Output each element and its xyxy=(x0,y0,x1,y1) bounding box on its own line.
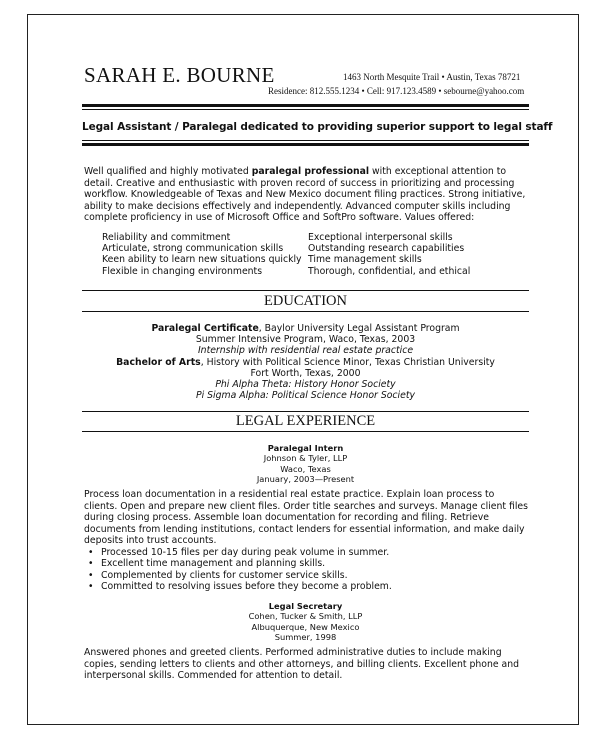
education-heading: EDUCATION xyxy=(82,293,529,310)
certificate-internship: Internship with residential real estate practice xyxy=(197,345,414,357)
achievement-item: • Processed 10-15 files per day during peak volume in summer. xyxy=(88,547,528,558)
experience-rule-top xyxy=(82,411,529,412)
job-firm: Johnson & Tyler, LLP xyxy=(263,453,348,464)
address-line: 1463 North Mesquite Trail • Austin, Texas 78721 xyxy=(343,72,521,82)
job-achievements xyxy=(88,547,528,593)
summary-paragraph xyxy=(84,166,529,224)
degree-school: , History with Political Science Minor, Texas Christian University xyxy=(200,356,495,368)
summary-highlight: paralegal professional xyxy=(251,166,370,177)
skill-item: Flexible in changing environments xyxy=(102,265,263,277)
tagline-rule-thick xyxy=(82,143,529,146)
degree-location: Fort Worth, Texas, 2000 xyxy=(250,367,361,379)
job-firm: Cohen, Tucker & Smith, LLP xyxy=(248,611,363,622)
education-block xyxy=(82,323,529,401)
education-rule-top xyxy=(82,290,529,291)
certificate-title: Paralegal Certificate xyxy=(151,323,259,334)
tagline: Legal Assistant / Paralegal dedicated to providing superior support to legal staff xyxy=(82,121,553,133)
job-title: Paralegal Intern xyxy=(267,443,344,453)
job-title: Legal Secretary xyxy=(268,601,343,611)
skill-item: Outstanding research capabilities xyxy=(308,243,465,255)
summary-lead: Well qualified and highly motivated xyxy=(84,166,252,177)
contact-line: Residence: 812.555.1234 • Cell: 917.123.4589 • sebourne@yahoo.com xyxy=(268,86,525,96)
job-description: Process loan documentation in a residential real estate practice. Explain loan process to clients. Open and prepare new client files. Order title searches and surveys. Manage client files during closing process. Assemble loan documentation for recording and filing. Retrieve documents from lending institutions, contact lenders for essential information, and make daily deposits into trust accounts. xyxy=(84,489,528,547)
job-header xyxy=(82,443,529,484)
job-location: Albuquerque, New Mexico xyxy=(251,621,360,632)
candidate-name: SARAH E. BOURNE xyxy=(84,63,275,87)
achievement-item: • Complemented by clients for customer service skills. xyxy=(88,570,528,581)
experience-rule-bottom xyxy=(82,431,529,432)
skill-item: Keen ability to learn new situations quickly xyxy=(102,254,302,266)
honor-society: Phi Alpha Theta: History Honor Society xyxy=(215,379,396,391)
education-rule-bottom xyxy=(82,311,529,312)
honor-society: Pi Sigma Alpha: Political Science Honor Society xyxy=(196,390,415,402)
job-location: Waco, Texas xyxy=(280,463,331,474)
tagline-rule-thin xyxy=(82,140,529,141)
job-description: Answered phones and greeted clients. Performed administrative duties to include making copies, sending letters to clients and other attorneys, and billing clients. Excellent phone and interpersonal skills. Commended for attention to detail. xyxy=(84,647,520,682)
certificate-line xyxy=(82,323,529,334)
skill-item: Time management skills xyxy=(308,254,422,266)
header-rule-thick xyxy=(82,104,529,107)
skills-list xyxy=(102,232,532,277)
job-header xyxy=(82,601,529,642)
degree-title: Bachelor of Arts xyxy=(116,356,201,368)
skill-item: Reliability and commitment xyxy=(102,232,231,243)
skill-item: Articulate, strong communication skills xyxy=(102,243,284,255)
achievement-item: • Excellent time management and planning skills. xyxy=(88,558,528,569)
header-rule-thin xyxy=(82,109,529,110)
summary-rest: with exceptional attention to detail. Creative and enthusiastic with proven record of success in prioritizing and processing workflow. Knowledgeable of Texas and New Mexico document filing practices. Strong initiative, ability to make decisions effectively and independently. Advanced computer skills including complete proficiency in use of Microsoft Office and SoftPro software. Values offered: xyxy=(84,166,526,224)
degree-line xyxy=(82,357,529,368)
job-dates: Summer, 1998 xyxy=(274,631,337,642)
certificate-school: , Baylor University Legal Assistant Program xyxy=(258,323,460,334)
skill-item: Thorough, confidential, and ethical xyxy=(308,265,471,277)
skill-item: Exceptional interpersonal skills xyxy=(308,232,453,243)
achievement-item: • Committed to resolving issues before they become a problem. xyxy=(88,581,528,592)
job-dates: January, 2003—Present xyxy=(256,473,355,484)
certificate-program: Summer Intensive Program, Waco, Texas, 2003 xyxy=(195,334,416,346)
experience-heading: LEGAL EXPERIENCE xyxy=(82,413,529,430)
